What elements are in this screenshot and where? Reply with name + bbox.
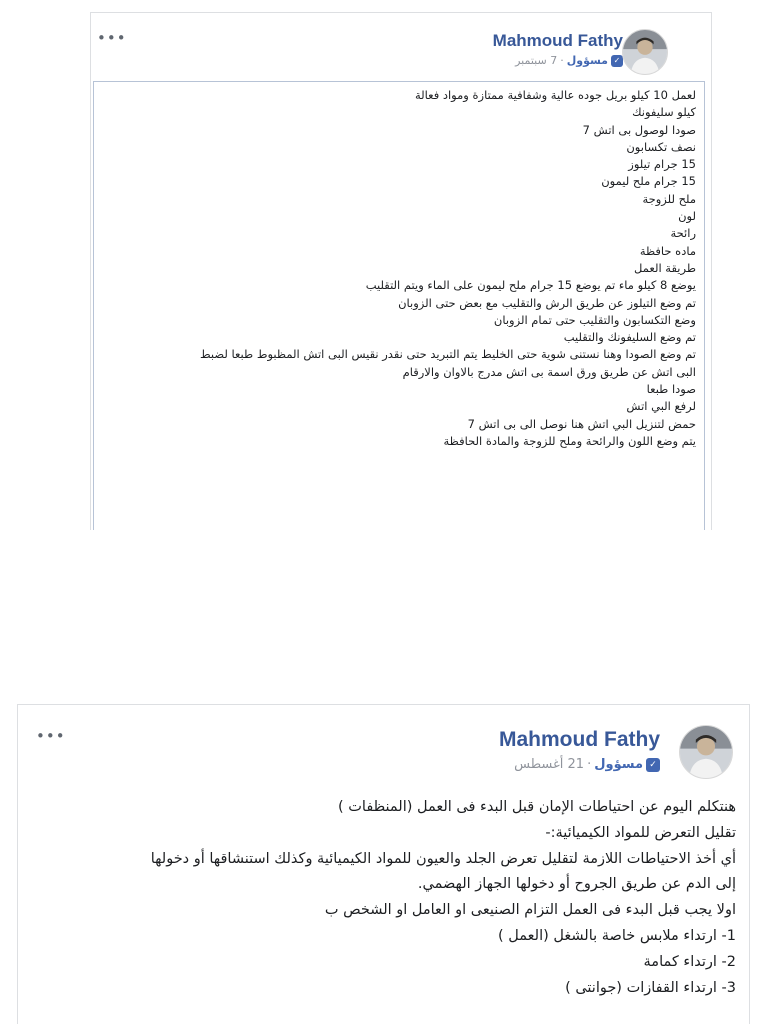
meta-separator: · (560, 54, 564, 67)
post-line: طريقة العمل (634, 260, 696, 275)
post-date[interactable]: 7 سبتمبر (515, 54, 558, 67)
post-line: يوضع 8 كيلو ماء تم يوضع 15 جرام ملح ليمون على الماء ويتم التقليب (365, 278, 696, 293)
post-line: البى اتش عن طريق ورق اسمة بى اتش مدرج بالاوان والارقام (402, 364, 696, 379)
post-date[interactable]: 21 أغسطس (514, 757, 585, 772)
shield-icon: ✓ (646, 758, 660, 772)
more-options-icon[interactable]: ••• (97, 29, 127, 47)
role-badge: مسؤول (594, 757, 643, 772)
post-line: لرفع البي اتش (626, 399, 696, 414)
post-line: هنتكلم اليوم عن احتياطات الإمان قبل البدء فى العمل (المنظفات ) (337, 799, 736, 815)
post-line: إلى الدم عن طريق الجروح أو دخولها الجهاز الهضمي. (417, 876, 736, 893)
post-line: صودا طبعا (646, 382, 696, 397)
meta-separator: · (587, 757, 592, 772)
post-line: تم وضع السليفونك والتقليب (563, 330, 696, 345)
post-meta (499, 755, 660, 775)
post-line: ماده حافظة (639, 243, 696, 258)
post-line: اولا يجب قبل البدء فى العمل التزام الصنيعى او العامل او الشخص ب (324, 902, 736, 919)
post-line: حمض لتنزيل البي اتش هنا نوصل الى بى اتش 7 (467, 416, 696, 431)
post-line: 15 جرام ملح ليمون (601, 174, 696, 189)
post-meta (493, 53, 623, 69)
post-line: نصف تكسابون (626, 139, 696, 154)
post-header (493, 29, 623, 69)
author-name[interactable]: Mahmoud Fathy (499, 728, 660, 751)
post-card (90, 12, 712, 530)
post-line: تقليل التعرض للمواد الكيميائية:- (545, 824, 736, 841)
post-line: وضع التكسابون والتقليب حتى تمام الزوبان (493, 312, 696, 327)
role-badge: مسؤول (566, 54, 608, 67)
post-header (499, 725, 660, 775)
post-line: ملح للزوجة (642, 191, 696, 206)
post-card (17, 704, 750, 1024)
post-line: تم وضع الصودا وهنا نستنى شوية حتى الخليط يتم التبريد حتى نقدر نقيس البى اتش المظبوط طبعا لضبط (199, 347, 696, 362)
post-line: لون (678, 209, 696, 224)
post-line: 3- ارتداء القفازات (جوانتى ) (565, 979, 736, 996)
post-line: تم وضع التيلوز عن طريق الرش والتقليب مع بعض حتى الزوبان (398, 295, 696, 310)
post-line: 2- ارتداء كمامة (643, 953, 736, 970)
post-line: يتم وضع اللون والرائحة وملح للزوجة والمادة الحافظة (443, 433, 696, 448)
post-line: صودا لوصول بى اتش 7 (582, 122, 696, 137)
shield-icon: ✓ (611, 55, 623, 67)
profile-avatar[interactable] (679, 725, 733, 779)
post-text (28, 795, 748, 1024)
post-line: كيلو سليفونك (632, 105, 696, 120)
avatar-image (623, 30, 667, 74)
avatar-image (680, 726, 732, 778)
post-line: 1- ارتداء ملابس خاصة بالشغل (العمل ) (498, 927, 736, 944)
profile-avatar[interactable] (622, 29, 668, 75)
post-line: رائحة (670, 226, 696, 241)
more-options-icon[interactable]: ••• (36, 727, 66, 745)
author-name[interactable]: Mahmoud Fathy (492, 31, 623, 50)
post-text (93, 81, 705, 530)
post-line: 15 جرام تيلوز (628, 157, 696, 172)
post-line: لعمل 10 كيلو بريل جوده عالية وشفافية ممتازة ومواد فعالة (414, 88, 696, 102)
post-line: أي أخذ الاحتياطات اللازمة لتقليل تعرض الجلد والعيون للمواد الكيميائية وكذلك استنشاقها أو دخولها (150, 850, 736, 867)
